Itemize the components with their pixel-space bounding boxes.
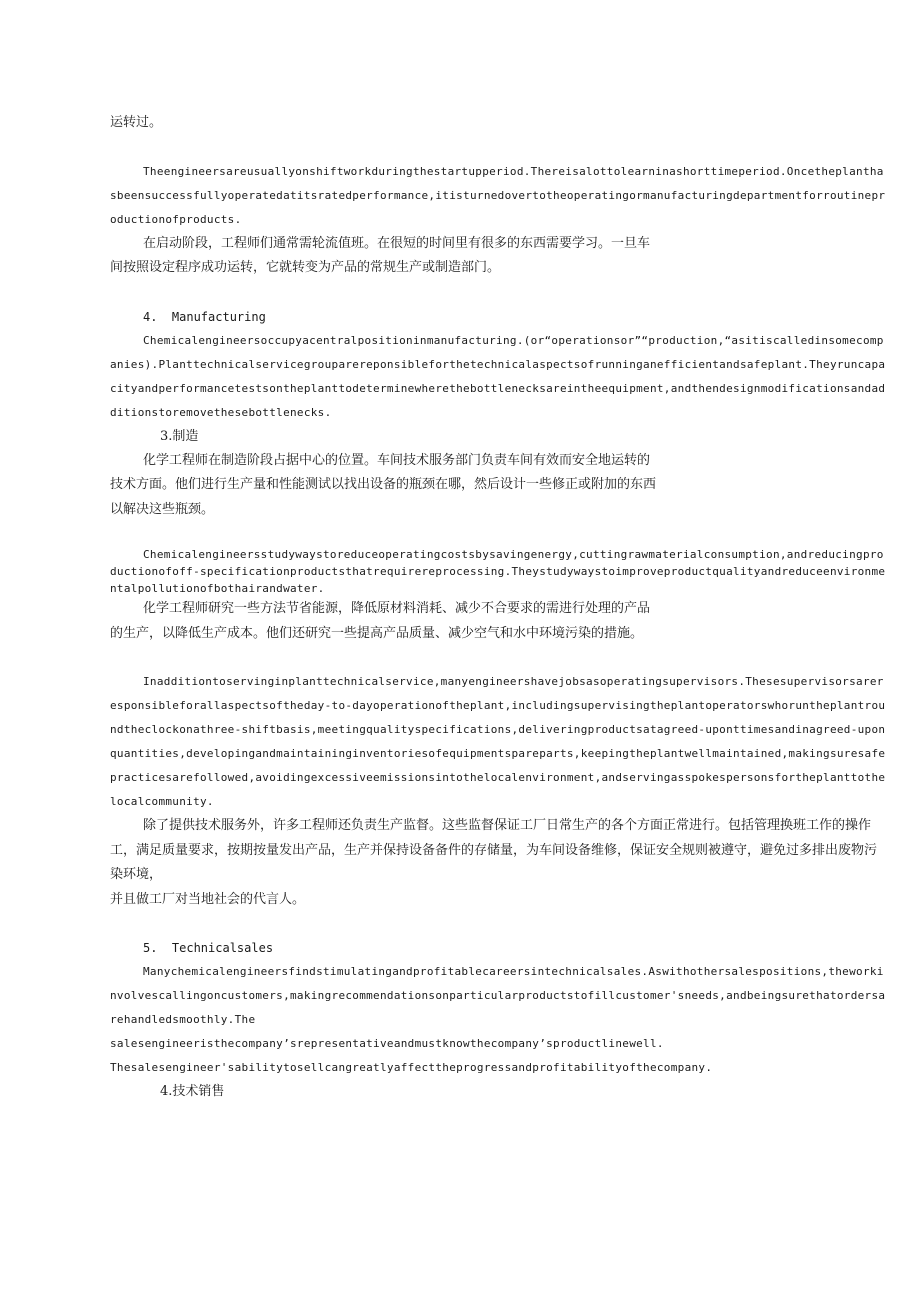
paragraph-zh-manufacturing: 化学工程师在制造阶段占据中心的位置。车间技术服务部门负责车间有效而安全地运转的技术方面。他们进行生产量和性能测试以找出设备的瓶颈在哪，然后设计一些修正或附加的东西以解决这些瓶颈。 — [110, 452, 657, 517]
heading-manufacturing-zh: 3.制造 — [160, 428, 199, 444]
paragraph-en-sales-c: Thesalesengineer'sabilitytosellcangreatlyaffecttheprogressandprofitabilityofthecompany. — [110, 1061, 713, 1074]
heading-technical-sales-zh: 4.技术销售 — [160, 1084, 225, 1099]
paragraph-en-startup: Theengineersareusuallyonshiftworkduringthestartupperiod.Thereisalottolearninashorttimeperiod.Oncetheplanthasbeensuccessfullyoperatedatitsratedperformance,itisturnedovertotheoperatingormanufacturingdepartmentforroutineproductionofproducts. — [110, 164, 886, 226]
paragraph-en-supervisors: Inadditiontoservinginplanttechnicalservice,manyengineershavejobsasoperatingsupervisors.Thesesupervisorsareresponsibleforallaspectsoftheday-to-dayoperationoftheplant,includingsupervisingtheplantoperatorswhoruntheplantroundtheclockonathree-shiftbasis,meetingqualityspecifications,deliveringproductsatagreed-uponttimesandinagreed-uponquantities,developingandmaintaininginventoriesofequipmentspareparts,keepingtheplantwellmaintained,makingsuresafepracticesarefollowed,avoidingexcessiveemissionsintothelocalenvironment,andservingasspokespersonsfortheplanttothelocalcommunity. — [110, 675, 886, 808]
paragraph-en-sales: Manychemicalengineersfindstimulatingandprofitablecareersintechnicalsales.Aswithothersalespositions,theworkinvolvescallingoncustomers,makingrecommendationsonparticularproductstofillcustomer'sneeds,andbeingsurethatordersarehandledsmoothly.The — [110, 965, 886, 1026]
paragraph-en-costs: Chemicalengineersstudywaystoreduceoperatingcostsbysavingenergy,cuttingrawmaterialconsumption,andreducingproductionofoff-specificationproductsthatrequirereprocessing.Theystudywaystoimproveproductqualityandreduceenvironmentalpollutionofbothairandwater. — [110, 548, 886, 595]
paragraph-zh-supervisors: 除了提供技术服务外，许多工程师还负责生产监督。这些监督保证工厂日常生产的各个方面正常进行。包括管理换班工作的操作工，满足质量要求，按期按量发出产品，生产并保持设备备件的存储量，为车间设备维修，保证安全规则被遵守，避免过多排出废物污染环境， — [110, 818, 878, 882]
paragraph-zh-supervisors-tail: 并且做工厂对当地社会的代言人。 — [110, 891, 306, 907]
paragraph-zh-continued: 运转过。 — [110, 115, 163, 130]
paragraph-zh-costs: 化学工程师研究一些方法节省能源，降低原材料消耗、减少不合要求的需进行处理的产品的生产，以降低生产成本。他们还研究一些提高产品质量、减少空气和水中环境污染的措施。 — [110, 601, 651, 641]
paragraph-en-manufacturing: Chemicalengineersoccupyacentralpositioninmanufacturing.(or“operationsor”“production,“asitiscalledinsomecompanies).Planttechnicalservicegrouparereponsibleforthetechnicalaspectsofrunninganefficientandsafeplant.Theyruncapacityandperformancetestsontheplanttodeterminewherethebottlenecksareintheequipment,andthendesignmodificationsandadditionstoremovethesebottlenecks. — [110, 333, 886, 419]
heading-manufacturing-en: 4. Manufacturing — [143, 309, 266, 324]
paragraph-zh-startup: 在启动阶段，工程师们通常需轮流值班。在很短的时间里有很多的东西需要学习。一旦车间按照设定程序成功运转，它就转变为产品的常规生产或制造部门。 — [110, 235, 651, 275]
document-page — [110, 111, 887, 1104]
paragraph-en-sales-b: salesengineeristhecompany’srepresentativeandmustknowthecompany’sproductlinewell. — [110, 1037, 664, 1050]
heading-technical-sales-en: 5. Technicalsales — [143, 941, 274, 955]
